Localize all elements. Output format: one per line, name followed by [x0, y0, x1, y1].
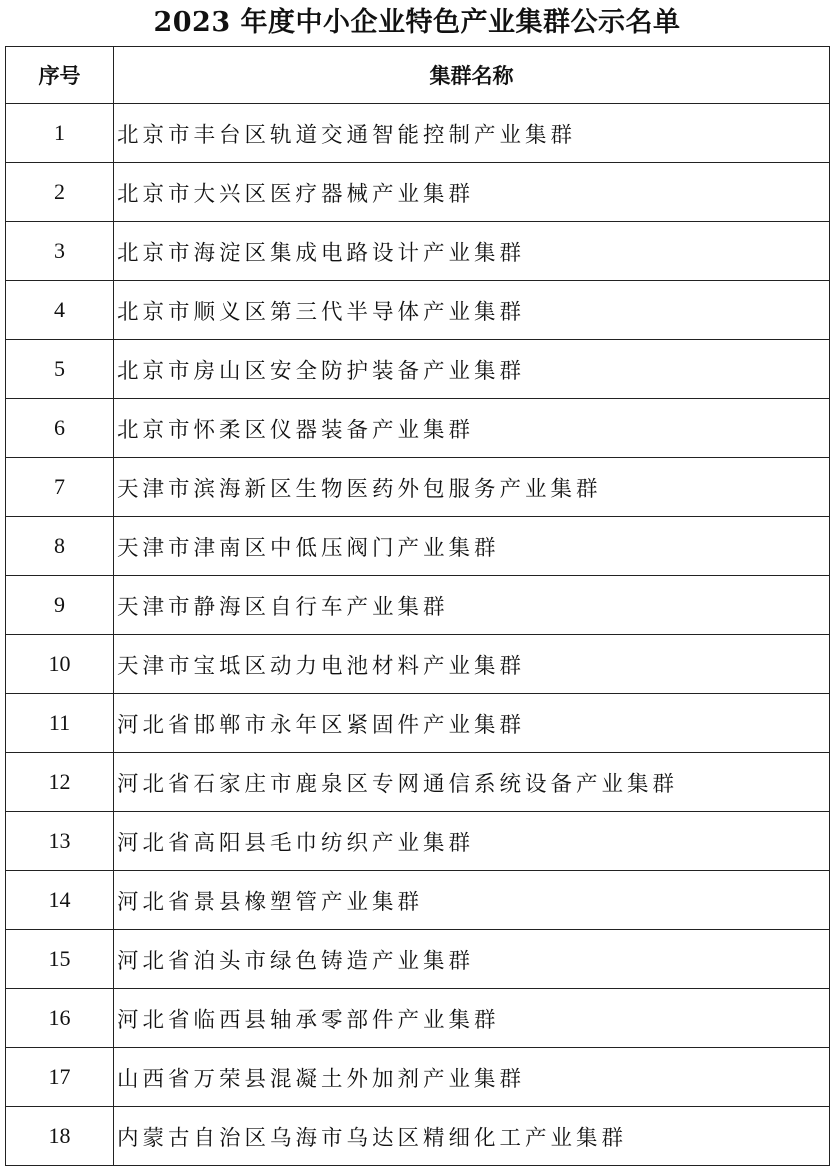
table-body [6, 104, 830, 1166]
cluster-name-cell: 北京市房山区安全防护装备产业集群 [114, 340, 830, 399]
row-index-cell: 5 [6, 340, 114, 399]
table-row [6, 1107, 830, 1166]
table-row [6, 576, 830, 635]
column-header-index: 序号 [6, 47, 114, 104]
row-index-cell: 6 [6, 399, 114, 458]
page-title: 2023 年度中小企业特色产业集群公示名单 [153, 7, 681, 38]
row-index-cell: 15 [6, 930, 114, 989]
cluster-name-cell: 山西省万荣县混凝土外加剂产业集群 [114, 1048, 830, 1107]
table-row [6, 340, 830, 399]
table-row [6, 222, 830, 281]
table-row [6, 163, 830, 222]
row-index-cell: 11 [6, 694, 114, 753]
row-index-cell: 16 [6, 989, 114, 1048]
table-row [6, 281, 830, 340]
row-index-cell: 4 [6, 281, 114, 340]
row-index-cell: 3 [6, 222, 114, 281]
cluster-name-cell: 北京市顺义区第三代半导体产业集群 [114, 281, 830, 340]
row-index-cell: 18 [6, 1107, 114, 1166]
table-row [6, 1048, 830, 1107]
column-header-name: 集群名称 [114, 47, 830, 104]
cluster-name-cell: 北京市丰台区轨道交通智能控制产业集群 [114, 104, 830, 163]
cluster-name-cell: 河北省临西县轴承零部件产业集群 [114, 989, 830, 1048]
cluster-name-cell: 天津市宝坻区动力电池材料产业集群 [114, 635, 830, 694]
cluster-name-cell: 北京市怀柔区仪器装备产业集群 [114, 399, 830, 458]
table-row [6, 517, 830, 576]
table-row [6, 458, 830, 517]
cluster-name-cell: 河北省石家庄市鹿泉区专网通信系统设备产业集群 [114, 753, 830, 812]
table-row [6, 635, 830, 694]
row-index-cell: 7 [6, 458, 114, 517]
row-index-cell: 9 [6, 576, 114, 635]
table-row [6, 104, 830, 163]
row-index-cell: 8 [6, 517, 114, 576]
cluster-name-cell: 天津市滨海新区生物医药外包服务产业集群 [114, 458, 830, 517]
table-row [6, 694, 830, 753]
table-row [6, 753, 830, 812]
cluster-name-cell: 北京市海淀区集成电路设计产业集群 [114, 222, 830, 281]
cluster-name-cell: 天津市静海区自行车产业集群 [114, 576, 830, 635]
table-row [6, 812, 830, 871]
cluster-name-cell: 河北省邯郸市永年区紧固件产业集群 [114, 694, 830, 753]
cluster-list-table [5, 46, 830, 1166]
cluster-name-cell: 河北省高阳县毛巾纺织产业集群 [114, 812, 830, 871]
row-index-cell: 17 [6, 1048, 114, 1107]
row-index-cell: 14 [6, 871, 114, 930]
cluster-name-cell: 北京市大兴区医疗器械产业集群 [114, 163, 830, 222]
row-index-cell: 1 [6, 104, 114, 163]
row-index-cell: 12 [6, 753, 114, 812]
cluster-name-cell: 河北省景县橡塑管产业集群 [114, 871, 830, 930]
table-row [6, 399, 830, 458]
table-row [6, 989, 830, 1048]
cluster-name-cell: 河北省泊头市绿色铸造产业集群 [114, 930, 830, 989]
table-row [6, 871, 830, 930]
cluster-name-cell: 天津市津南区中低压阀门产业集群 [114, 517, 830, 576]
cluster-name-cell: 内蒙古自治区乌海市乌达区精细化工产业集群 [114, 1107, 830, 1166]
row-index-cell: 13 [6, 812, 114, 871]
table-row [6, 930, 830, 989]
table-header-row [6, 47, 830, 104]
row-index-cell: 2 [6, 163, 114, 222]
row-index-cell: 10 [6, 635, 114, 694]
